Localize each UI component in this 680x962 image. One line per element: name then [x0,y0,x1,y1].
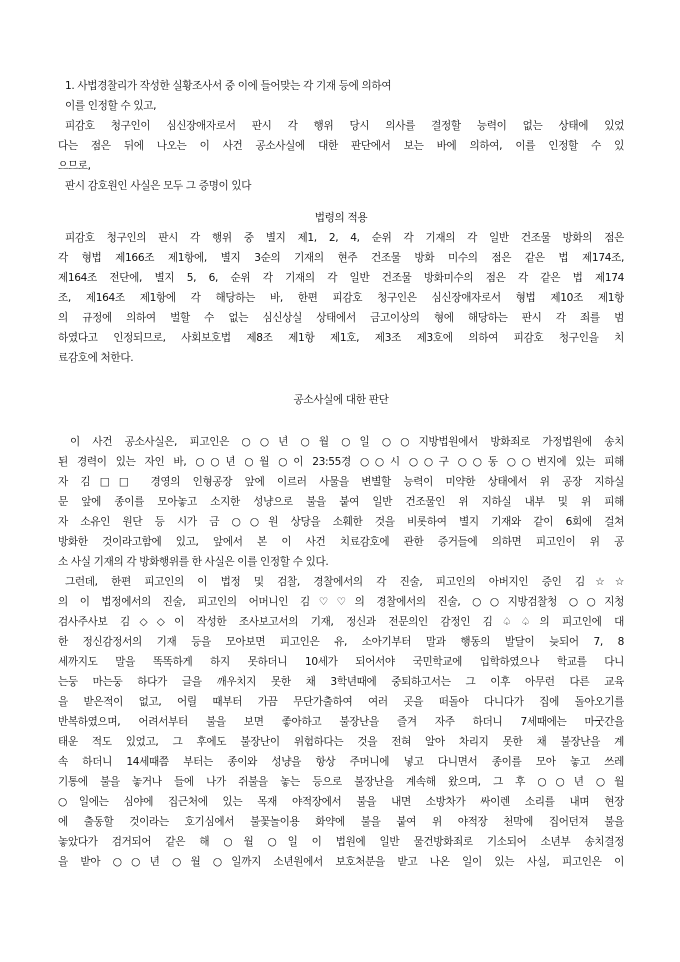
section-heading: 공소사실에 대한 판단 [293,394,389,406]
section-charge-judgment [58,390,624,872]
text-line: 소 사실 기재의 각 방화행위를 한 사실은 이를 인정할 수 있다. [58,556,329,568]
section-heading: 법령의 적용 [314,212,368,224]
text-line: 료감호에 처한다. [58,352,134,364]
text-line: 속 하더니 14세때쯤 부터는 종이와 성냥을 항상 주머니에 넣고 다니면서 종이를 모아 놓고 쓰레 [58,756,624,768]
section-findings [58,76,624,196]
text-line: 태운 적도 있었고, 그 후에도 불장난이 위험하다는 것을 전혀 알아 차리지 못한 채 불장난을 계 [58,736,624,748]
text-line: 으므로, [58,160,91,172]
text-line: 놓았다가 검거되어 같은 해 ○월 ○일 이 법원에 일반 물건방화죄로 기소되어 소년부 송치결정 [58,836,624,848]
text-line: 1. 사법경찰리가 작성한 실황조사서 중 이에 들어맞는 각 기재 등에 의하여 [65,80,392,92]
text-line: 조, 제164조 제1항에 각 해당하는 바, 한편 피감호 청구인은 심신장애자로서 형법 제10조 제1항 [58,292,624,304]
text-line: 이 사건 공소사실은, 피고인은 ○○년 ○월 ○일 ○○지방법원에서 방화죄로 가정법원에 송치 [70,436,624,448]
document-page [58,76,624,872]
text-line: 제164조 전단에, 별지 5, 6, 순위 각 기재의 각 일반 건조물 방화미수의 점은 각 같은 법 제174 [58,272,624,284]
text-line: 하였다고 인정되므로, 사회보호법 제8조 제1항 제1호, 제3조 제3호에 의하여 피감호 청구인을 치 [58,332,624,344]
text-line: 을 받은적이 없고, 어릴 때부터 가끔 무단가출하여 여러 곳을 떠돌아 다니다가 집에 돌아오기를 [58,696,624,708]
text-line: 에 출동할 것이라는 호기심에서 불꽃놀이용 화약에 불을 붙여 위 야적장 천막에 집어던져 불을 [58,816,624,828]
text-line: 자 김□□ 경영의 인형공장 앞에 이르러 사물을 변별할 능력이 미약한 상태에서 위 공장 지하실 [58,476,624,488]
text-line: 는둥 마는둥 하다가 글을 깨우치지 못한 채 3학년때에 중퇴하고서는 그 이후 아무런 다른 교육 [58,676,624,688]
text-line: 각 형법 제166조 제1항에, 별지 3순의 기재의 현주 건조물 방화 미수의 점은 같은 법 제174조, [58,252,624,264]
text-line: 을 받아 ○○년 ○월 ○일까지 소년원에서 보호처분을 받고 나온 일이 있는 사실, 피고인은 이 [58,856,624,868]
text-line: 기통에 불을 놓거나 들에 나가 쥐불을 놓는 등으로 불장난을 계속해 왔으며, 그 후 ○○년 ○월 [58,776,624,788]
text-line: 그런데, 한편 피고인의 이 법정 및 검찰, 경찰에서의 각 진술, 피고인의 아버지인 증인 김☆☆ [65,576,624,588]
text-line: 다는 점은 뒤에 나오는 이 사건 공소사실에 대한 판단에서 보는 바에 의하여, 이를 인정할 수 있 [58,140,624,152]
text-line: 한 정신감정서의 기재 등을 모아보면 피고인은 유, 소아기부터 말과 행동의 발달이 늦되어 7, 8 [58,636,624,648]
text-line: 검사주사보 김◇◇이 작성한 조사보고서의 기재, 정신과 전문의인 감정인 김♤♤의 피고인에 대 [58,616,624,628]
text-line: 반복하였으며, 어려서부터 불을 보면 좋아하고 불장난을 즐겨 자주 하더니 7세때에는 마굿간을 [58,716,624,728]
text-line: 판시 감호원인 사실은 모두 그 증명이 있다 [65,180,252,192]
text-line: ○일에는 심야에 집근처에 있는 목재 야적장에서 불을 내면 소방차가 싸이렌 소리를 내며 현장 [58,796,624,808]
text-line: 피감호 청구인의 판시 각 행위 중 별지 제1, 2, 4, 순위 각 기재의 각 일반 건조물 방화의 점은 [65,232,624,244]
text-line: 문 앞에 종이를 모아놓고 소지한 성냥으로 불을 붙여 일반 건조물인 위 지하실 내부 및 위 피해 [58,496,624,508]
text-line: 세까지도 말을 똑똑하게 하지 못하더니 10세가 되어서야 국민학교에 입학하였으나 학교를 다니 [58,656,624,668]
text-line: 의 이 법정에서의 진술, 피고인의 어머니인 김♡♡의 경찰에서의 진술, ○○지방검찰청 ○○지청 [58,596,624,608]
text-line: 자 소유인 원단 등 시가 금 ○○원 상당을 소훼한 것을 비롯하여 별지 기재와 같이 6회에 걸쳐 [58,516,624,528]
text-line: 의 규정에 의하여 벌할 수 없는 심신상실 상태에서 금고이상의 형에 해당하는 판시 각 죄를 범 [58,312,624,324]
text-line: 된 경력이 있는 자인 바, ○○년 ○월 ○이 23:55경 ○○시 ○○구 ○○동 ○○번지에 있는 피해 [58,456,624,468]
text-line: 방화한 것이라고함에 있고, 앞에서 본 이 사건 치료감호에 관한 증거들에 의하면 피고인이 위 공 [58,536,624,548]
text-line: 피감호 청구인이 심신장애자로서 판시 각 행위 당시 의사를 결정할 능력이 없는 상태에 있었 [65,120,624,132]
text-line: 이를 인정할 수 있고, [65,100,157,112]
section-applicable-law [58,208,624,368]
